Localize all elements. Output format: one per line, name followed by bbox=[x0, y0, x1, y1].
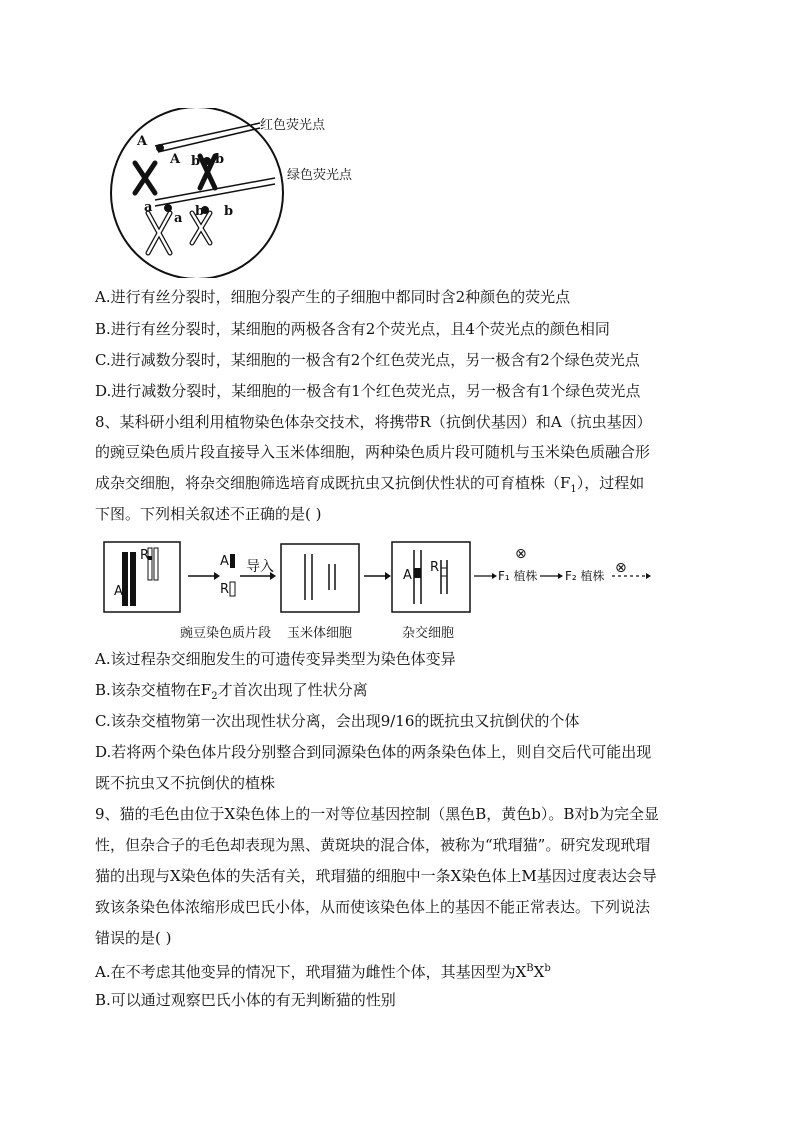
caption-pea-fragment: 豌豆染色质片段 bbox=[180, 626, 272, 641]
f1-plant-label: F₁ 植株 bbox=[498, 569, 538, 583]
q8-option-a: A.该过程杂交细胞发生的可遗传变异类型为染色体变异 bbox=[95, 650, 456, 668]
chromosome-A bbox=[135, 163, 155, 193]
q8-option-d-cont: 既不抗虫又不抗倒伏的植株 bbox=[95, 774, 276, 792]
q7-option-c: C.进行减数分裂时，某细胞的一极含有2个红色荧光点，另一极含有2个绿色荧光点 bbox=[95, 351, 640, 369]
q9-stem-line-2: 性，但杂合子的毛色却表现为黑、黄斑块的混合体，被称为“玳瑁猫”。研究发现玳瑁 bbox=[95, 836, 651, 854]
q8-stem-line-1: 8、某科研小组利用植物染色体杂交技术，将携带R（抗倒伏基因）和A（抗虫基因） bbox=[95, 413, 652, 431]
fragment-allele-R: R bbox=[220, 582, 230, 597]
q9-stem-line-1: 9、猫的毛色由位于X染色体上的一对等位基因控制（黑色B，黄色b）。B对b为完全显 bbox=[95, 805, 659, 823]
allele-a-1: a bbox=[144, 200, 153, 215]
q7-option-a: A.进行有丝分裂时，细胞分裂产生的子细胞中都同时含2种颜色的荧光点 bbox=[95, 288, 571, 306]
self-cross-symbol-1: ⊗ bbox=[515, 546, 527, 562]
allele-a-2: a bbox=[174, 211, 183, 226]
q9-option-a: A.在不考虑其他变异的情况下，玳瑁猫为雌性个体，其基因型为$X^BX^b$ bbox=[95, 963, 551, 981]
q8-stem-line-2: 的豌豆染色质片段直接导入玉米体细胞，两种染色质片段可随机与玉米染色质融合形 bbox=[95, 443, 651, 461]
figure-hybridization-process bbox=[100, 538, 660, 640]
q9-stem-line-3: 猫的出现与X染色体的失活有关，玳瑁猫的细胞中一条X染色体上M基因过度表达会导 bbox=[95, 867, 657, 885]
allele-b-3: b bbox=[195, 204, 205, 219]
q7-option-d: D.进行减数分裂时，某细胞的一极含有1个红色荧光点，另一极含有1个绿色荧光点 bbox=[95, 382, 641, 400]
allele-b-1: b bbox=[191, 154, 201, 169]
q7-option-b: B.进行有丝分裂时，某细胞的两极各含有2个荧光点，且4个荧光点的颜色相同 bbox=[95, 320, 610, 338]
caption-hybrid-cell: 杂交细胞 bbox=[402, 626, 455, 641]
q8-option-d: D.若将两个染色体片段分别整合到同源染色体的两条染色体上，则自交后代可能出现 bbox=[95, 743, 652, 761]
q8-option-c: C.该杂交植物第一次出现性状分离，会出现9/16的既抗虫又抗倒伏的个体 bbox=[95, 712, 580, 730]
allele-b-4: b bbox=[224, 204, 234, 219]
label-red-fluorescence: 红色荧光点 bbox=[260, 118, 326, 133]
q9-stem-line-4: 致该条染色体浓缩形成巴氏小体，从而使该染色体上的基因不能正常表达。下列说法 bbox=[95, 898, 651, 916]
q8-stem-line-4: 下图。下列相关叙述不正确的是( ) bbox=[95, 505, 322, 523]
q9-option-b: B.可以通过观察巴氏小体的有无判断猫的性别 bbox=[95, 991, 396, 1009]
caption-corn-cell: 玉米体细胞 bbox=[287, 626, 353, 641]
q8-stem-line-3: 成杂交细胞，将杂交细胞筛选培育成既抗虫又抗倒伏性状的可育植株$(F_1)$，过程如 bbox=[95, 474, 645, 495]
import-label: 导入 bbox=[246, 559, 274, 575]
pea-allele-A: A bbox=[114, 584, 123, 599]
hybrid-allele-A: A bbox=[403, 568, 412, 583]
q9-stem-line-5: 错误的是( ) bbox=[95, 929, 172, 947]
f2-plant-label: F₂ 植株 bbox=[565, 569, 605, 583]
fragment-allele-A: A bbox=[220, 554, 229, 569]
pea-allele-R: R bbox=[140, 548, 150, 563]
figure-cell-fluorescence bbox=[100, 108, 400, 278]
allele-b-2: b bbox=[215, 152, 225, 167]
self-cross-symbol-2: ⊗ bbox=[615, 560, 627, 576]
hybrid-allele-R: R bbox=[430, 560, 440, 575]
allele-A-2: A bbox=[170, 152, 181, 167]
q8-option-b: B.该杂交植物在$F_2$才首次出现了性状分离 bbox=[95, 681, 368, 702]
allele-A-1: A bbox=[137, 134, 148, 149]
label-green-fluorescence: 绿色荧光点 bbox=[287, 168, 353, 183]
